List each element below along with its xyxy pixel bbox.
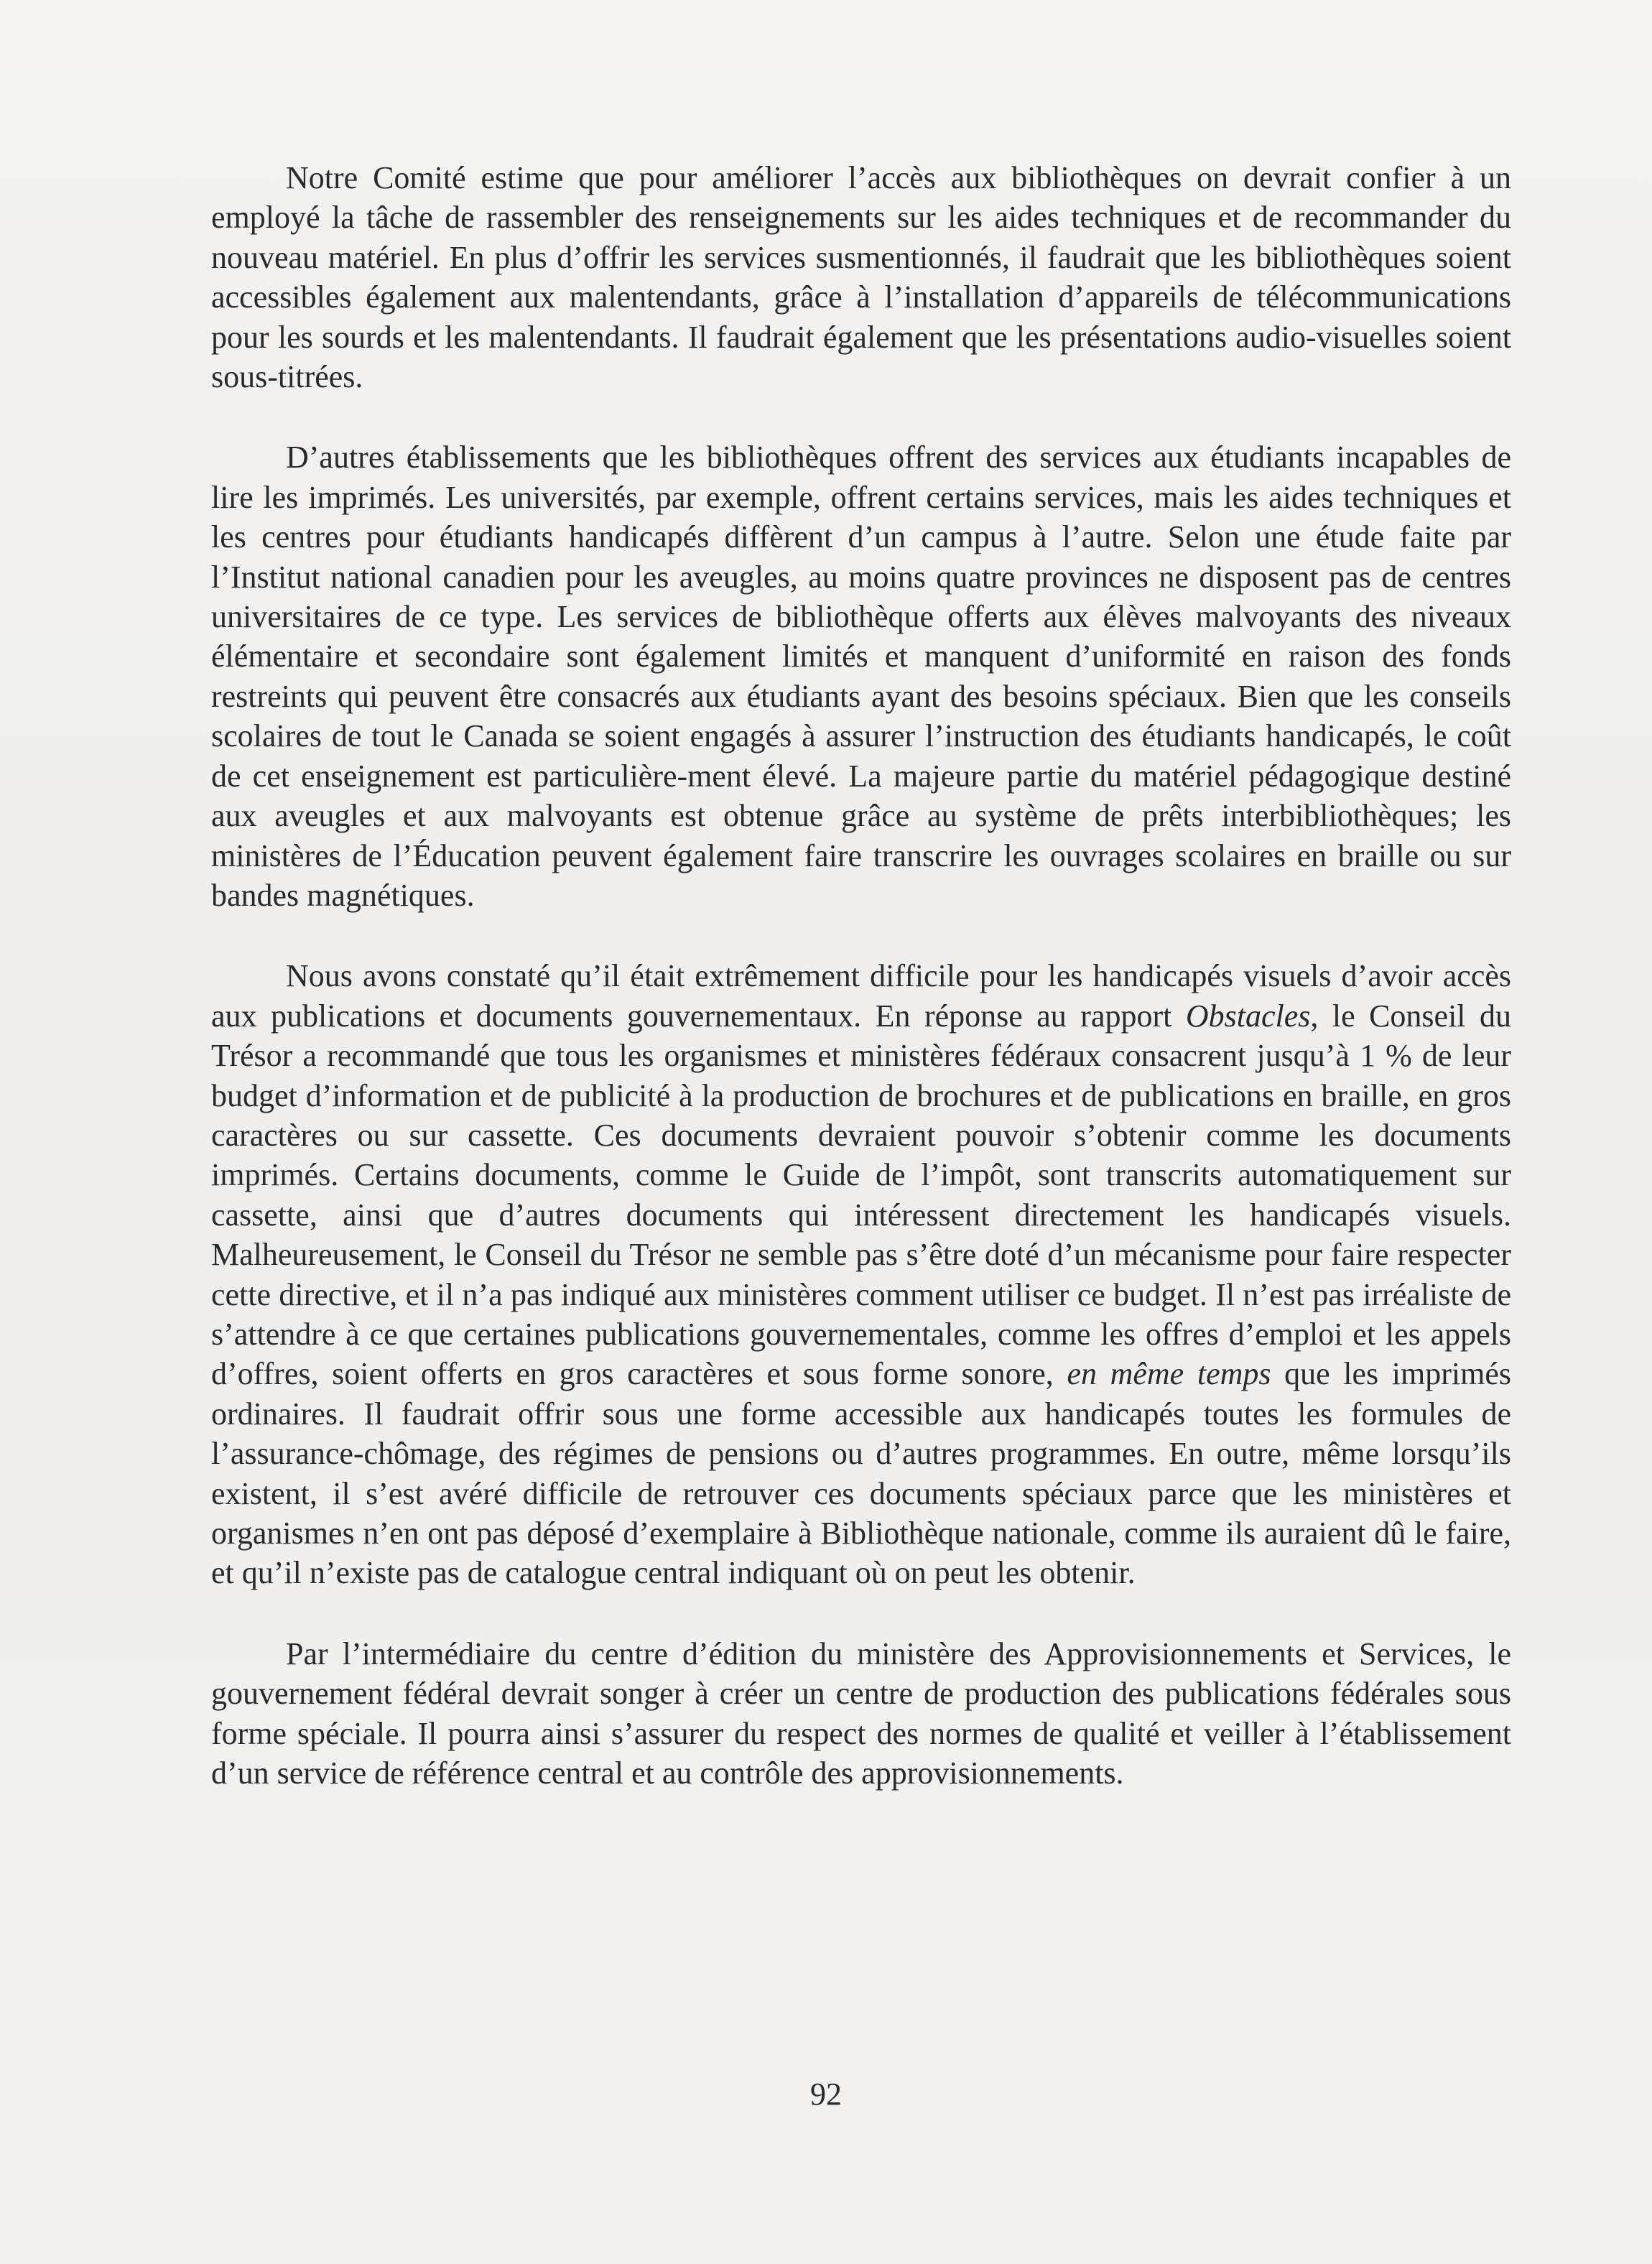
paragraph-text: Par l’intermédiaire du centre d’édition du ministère des Approvisionnements et Services, le gouvernement fédéral devrait songer à créer un centre de production des publications fédérales sous forme spéciale. Il pourra ainsi s’assurer du respect des normes de qualité et veiller à l’établissement d’un service de référence central et au contrôle des approvisionnements.	[211, 1636, 1511, 1791]
paragraph-text: D’autres établissements que les bibliothèques offrent des services aux étudiants incapables de lire les imprimés. Les universités, par exemple, offrent certains services, mais les aides techniques et les centres pour étudiants handicapés diffèrent d’un campus à l’autre. Selon une étude faite par l’Institut national canadien pour les aveugles, au moins quatre provinces ne disposent pas de centres universitaires de ce type. Les services de bibliothèque offerts aux élèves malvoyants des niveaux élémentaire et secondaire sont également limités et manquent d’uniformité en raison des fonds restreints qui peuvent être consacrés aux étudiants ayant des besoins spéciaux. Bien que les conseils scolaires de tout le Canada se soient engagés à assurer l’instruction des étudiants handicapés, le coût de cet enseignement est particulière-ment élevé. La majeure partie du matériel pédagogique destiné aux aveugles et aux malvoyants est obtenue grâce au système de prêts interbibliothèques; les ministères de l’Éducation peuvent également faire transcrire les ouvrages scolaires en braille ou sur bandes magnétiques.	[211, 440, 1511, 913]
paragraph-other-institutions	[211, 437, 1511, 915]
page-number: 92	[810, 2077, 842, 2112]
paragraph-text: Nous avons constaté qu’il était extrêmement difficile pour les handicapés visuels d’avoir accès aux publications et documents gouvernementaux. En réponse au rapport	[211, 958, 1511, 1034]
paragraph-library-access	[211, 158, 1511, 396]
paragraph-production-centre	[211, 1634, 1511, 1794]
emphasis-same-time: en même temps	[1067, 1356, 1271, 1392]
body-text	[211, 158, 1511, 1793]
paragraph-text: que les imprimés ordinaires. Il faudrait offrir sous une forme accessible aux handicapés toutes les formules de l’assurance-chômage, des régimes de pensions ou d’autres programmes. En outre, même lorsqu’ils existent, il s’est avéré difficile de retrouver ces documents spéciaux parce que les ministères et organismes n’en ont pas déposé d’exemplaire à Bibliothèque nationale, comme ils auraient dû le faire, et qu’il n’existe pas de catalogue central indiquant où on peut les obtenir.	[211, 1356, 1512, 1591]
paragraph-text: , le Conseil du Trésor a recommandé que tous les organismes et ministères fédéraux consacrent jusqu’à 1 % de leur budget d’information et de publicité à la production de brochures et de publications en braille, en gros caractères ou sur cassette. Ces documents devraient pouvoir s’obtenir comme les documents imprimés. Certains documents, comme le Guide de l’impôt, sont transcrits automatiquement sur cassette, ainsi que d’autres documents qui intéressent directement les handicapés visuels. Malheureusement, le Conseil du Trésor ne semble pas s’être doté d’un mécanisme pour faire respecter cette directive, et il n’a pas indiqué aux ministères comment utiliser ce budget. Il n’est pas irréaliste de s’attendre à ce que certaines publications gouvernementales, comme les offres d’emploi et les appels d’offres, soient offerts en gros caractères et sous forme sonore,	[211, 998, 1512, 1392]
paragraph-text: Notre Comité estime que pour améliorer l’accès aux bibliothèques on devrait confier à un employé la tâche de rassembler des renseignements sur les aides techniques et de recommander du nouveau matériel. En plus d’offrir les services susmentionnés, il faudrait que les bibliothèques soient accessibles également aux malentendants, grâce à l’installation d’appareils de télécommunications pour les sourds et les malentendants. Il faudrait également que les présentations audio-visuelles soient sous-titrées.	[211, 160, 1511, 395]
report-title-obstacles: Obstacles	[1185, 998, 1311, 1034]
paragraph-government-publications	[211, 956, 1511, 1593]
